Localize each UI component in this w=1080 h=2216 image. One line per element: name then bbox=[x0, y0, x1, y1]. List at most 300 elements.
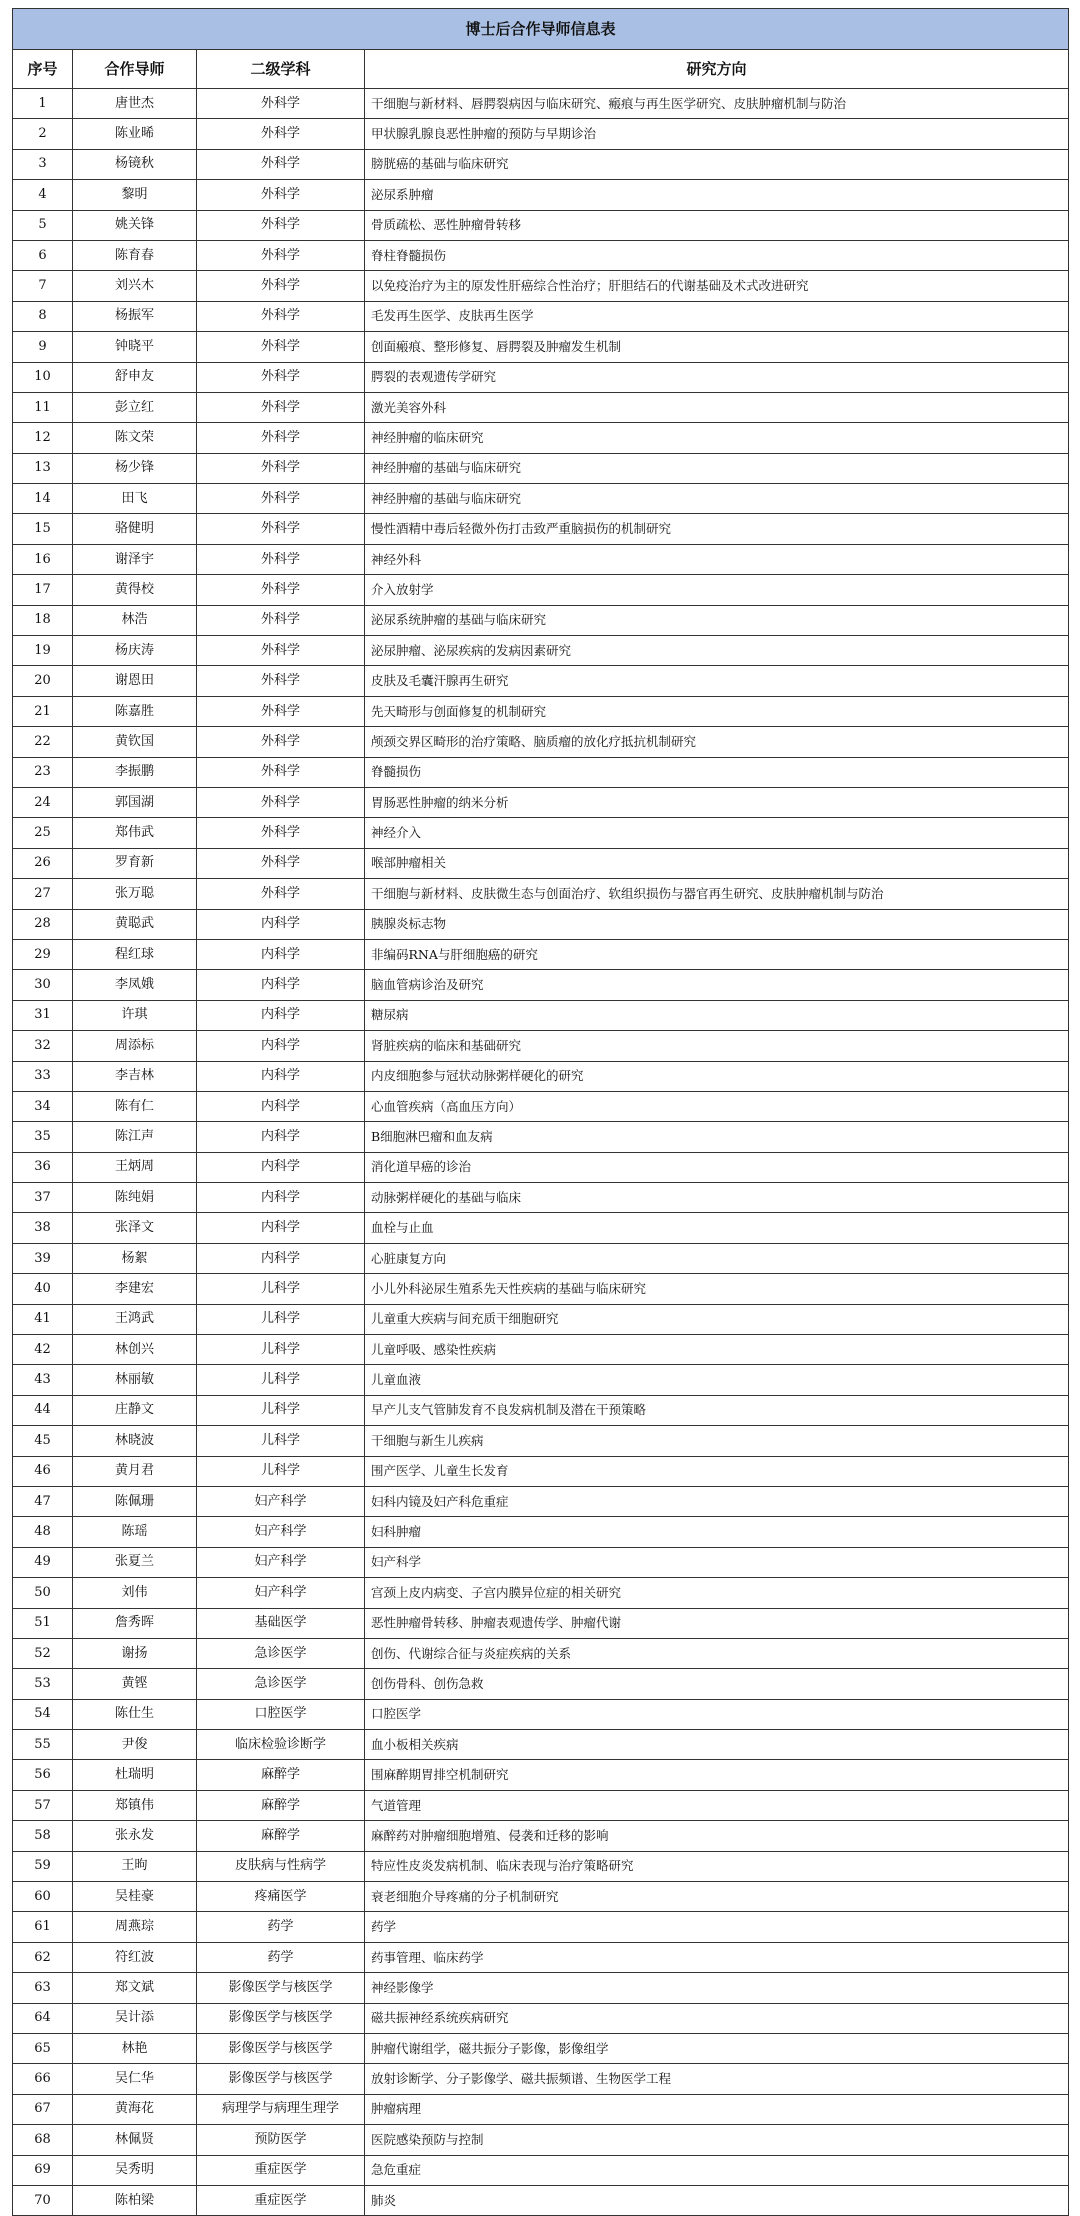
cell-research-direction: 儿童重大疾病与间充质干细胞研究 bbox=[365, 1304, 1069, 1334]
table-row bbox=[13, 1456, 1069, 1486]
cell-advisor: 张泽文 bbox=[73, 1213, 197, 1243]
table-row bbox=[13, 362, 1069, 392]
cell-research-direction: 药事管理、临床药学 bbox=[365, 1942, 1069, 1972]
cell-advisor: 林艳 bbox=[73, 2034, 197, 2064]
cell-research-direction: 血小板相关疾病 bbox=[365, 1730, 1069, 1760]
cell-discipline: 重症医学 bbox=[197, 2155, 365, 2185]
table-row bbox=[13, 1912, 1069, 1942]
cell-index: 51 bbox=[13, 1608, 73, 1638]
table-row bbox=[13, 180, 1069, 210]
cell-index: 49 bbox=[13, 1547, 73, 1577]
cell-index: 69 bbox=[13, 2155, 73, 2185]
table-row bbox=[13, 2185, 1069, 2215]
cell-discipline: 外科学 bbox=[197, 119, 365, 149]
cell-advisor: 谢扬 bbox=[73, 1638, 197, 1668]
cell-index: 9 bbox=[13, 332, 73, 362]
cell-discipline: 儿科学 bbox=[197, 1335, 365, 1365]
cell-index: 36 bbox=[13, 1152, 73, 1182]
cell-advisor: 林浩 bbox=[73, 605, 197, 635]
cell-discipline: 外科学 bbox=[197, 544, 365, 574]
cell-discipline: 儿科学 bbox=[197, 1426, 365, 1456]
cell-research-direction: 脑血管病诊治及研究 bbox=[365, 970, 1069, 1000]
cell-discipline: 疼痛医学 bbox=[197, 1882, 365, 1912]
cell-research-direction: 神经介入 bbox=[365, 818, 1069, 848]
cell-research-direction: 创伤骨科、创伤急救 bbox=[365, 1669, 1069, 1699]
cell-index: 14 bbox=[13, 484, 73, 514]
table-row bbox=[13, 1152, 1069, 1182]
cell-advisor: 黎明 bbox=[73, 180, 197, 210]
cell-discipline: 内科学 bbox=[197, 1000, 365, 1030]
cell-discipline: 影像医学与核医学 bbox=[197, 2003, 365, 2033]
cell-discipline: 外科学 bbox=[197, 636, 365, 666]
cell-index: 59 bbox=[13, 1851, 73, 1881]
table-row bbox=[13, 544, 1069, 574]
table-row bbox=[13, 1031, 1069, 1061]
cell-research-direction: 神经影像学 bbox=[365, 1973, 1069, 2003]
cell-discipline: 内科学 bbox=[197, 1152, 365, 1182]
cell-research-direction: 皮肤及毛囊汗腺再生研究 bbox=[365, 666, 1069, 696]
cell-advisor: 杨振军 bbox=[73, 301, 197, 331]
table-row bbox=[13, 392, 1069, 422]
cell-advisor: 林佩贤 bbox=[73, 2125, 197, 2155]
cell-index: 17 bbox=[13, 575, 73, 605]
cell-advisor: 吴仁华 bbox=[73, 2064, 197, 2094]
table-row bbox=[13, 1304, 1069, 1334]
cell-discipline: 内科学 bbox=[197, 1122, 365, 1152]
cell-research-direction: 肿瘤病理 bbox=[365, 2094, 1069, 2124]
table-row bbox=[13, 2125, 1069, 2155]
cell-research-direction: 甲状腺乳腺良恶性肿瘤的预防与早期诊治 bbox=[365, 119, 1069, 149]
cell-discipline: 儿科学 bbox=[197, 1274, 365, 1304]
cell-advisor: 黄海花 bbox=[73, 2094, 197, 2124]
cell-index: 52 bbox=[13, 1638, 73, 1668]
table-row bbox=[13, 696, 1069, 726]
table-row bbox=[13, 1000, 1069, 1030]
table-row bbox=[13, 1365, 1069, 1395]
cell-index: 15 bbox=[13, 514, 73, 544]
table-row bbox=[13, 1851, 1069, 1881]
cell-discipline: 外科学 bbox=[197, 362, 365, 392]
cell-advisor: 谢恩田 bbox=[73, 666, 197, 696]
cell-discipline: 麻醉学 bbox=[197, 1790, 365, 1820]
cell-discipline: 重症医学 bbox=[197, 2185, 365, 2215]
cell-advisor: 陈育春 bbox=[73, 240, 197, 270]
cell-advisor: 郑伟武 bbox=[73, 818, 197, 848]
cell-index: 29 bbox=[13, 939, 73, 969]
cell-advisor: 田飞 bbox=[73, 484, 197, 514]
cell-research-direction: 宫颈上皮内病变、子宫内膜异位症的相关研究 bbox=[365, 1578, 1069, 1608]
cell-advisor: 吴秀明 bbox=[73, 2155, 197, 2185]
table-row bbox=[13, 1426, 1069, 1456]
cell-index: 42 bbox=[13, 1335, 73, 1365]
table-row bbox=[13, 1183, 1069, 1213]
cell-index: 31 bbox=[13, 1000, 73, 1030]
cell-advisor: 杜瑞明 bbox=[73, 1760, 197, 1790]
cell-discipline: 妇产科学 bbox=[197, 1517, 365, 1547]
cell-index: 26 bbox=[13, 848, 73, 878]
cell-research-direction: 妇产科学 bbox=[365, 1547, 1069, 1577]
cell-research-direction: 妇科肿瘤 bbox=[365, 1517, 1069, 1547]
cell-discipline: 儿科学 bbox=[197, 1365, 365, 1395]
cell-research-direction: 围麻醉期胃排空机制研究 bbox=[365, 1760, 1069, 1790]
cell-index: 18 bbox=[13, 605, 73, 635]
cell-discipline: 妇产科学 bbox=[197, 1547, 365, 1577]
cell-index: 10 bbox=[13, 362, 73, 392]
cell-index: 45 bbox=[13, 1426, 73, 1456]
cell-research-direction: 以免疫治疗为主的原发性肝癌综合性治疗；肝胆结石的代谢基础及术式改进研究 bbox=[365, 271, 1069, 301]
cell-discipline: 外科学 bbox=[197, 514, 365, 544]
table-row bbox=[13, 514, 1069, 544]
table-row bbox=[13, 332, 1069, 362]
cell-index: 41 bbox=[13, 1304, 73, 1334]
cell-discipline: 儿科学 bbox=[197, 1395, 365, 1425]
cell-research-direction: 气道管理 bbox=[365, 1790, 1069, 1820]
cell-research-direction: 小儿外科泌尿生殖系先天性疾病的基础与临床研究 bbox=[365, 1274, 1069, 1304]
table-title-row bbox=[13, 9, 1069, 50]
cell-research-direction: 儿童呼吸、感染性疾病 bbox=[365, 1335, 1069, 1365]
cell-research-direction: 创伤、代谢综合征与炎症疾病的关系 bbox=[365, 1638, 1069, 1668]
cell-discipline: 预防医学 bbox=[197, 2125, 365, 2155]
cell-index: 48 bbox=[13, 1517, 73, 1547]
table-row bbox=[13, 757, 1069, 787]
cell-discipline: 妇产科学 bbox=[197, 1486, 365, 1516]
cell-advisor: 王昫 bbox=[73, 1851, 197, 1881]
table-row bbox=[13, 1973, 1069, 2003]
table-header-row bbox=[13, 50, 1069, 89]
cell-index: 67 bbox=[13, 2094, 73, 2124]
cell-discipline: 外科学 bbox=[197, 575, 365, 605]
cell-index: 65 bbox=[13, 2034, 73, 2064]
cell-advisor: 许琪 bbox=[73, 1000, 197, 1030]
cell-research-direction: 放射诊断学、分子影像学、磁共振频谱、生物医学工程 bbox=[365, 2064, 1069, 2094]
cell-index: 5 bbox=[13, 210, 73, 240]
table-row bbox=[13, 1790, 1069, 1820]
cell-discipline: 外科学 bbox=[197, 605, 365, 635]
cell-research-direction: 内皮细胞参与冠状动脉粥样硬化的研究 bbox=[365, 1061, 1069, 1091]
header-index: 序号 bbox=[13, 50, 73, 89]
cell-research-direction: 颅颈交界区畸形的治疗策略、脑质瘤的放化疗抵抗机制研究 bbox=[365, 727, 1069, 757]
cell-research-direction: 糖尿病 bbox=[365, 1000, 1069, 1030]
cell-index: 2 bbox=[13, 119, 73, 149]
cell-advisor: 郑镇伟 bbox=[73, 1790, 197, 1820]
table-row bbox=[13, 210, 1069, 240]
cell-research-direction: 麻醉药对肿瘤细胞增殖、侵袭和迁移的影响 bbox=[365, 1821, 1069, 1851]
table-row bbox=[13, 909, 1069, 939]
cell-research-direction: 早产儿支气管肺发育不良发病机制及潜在干预策略 bbox=[365, 1395, 1069, 1425]
cell-advisor: 谢泽宇 bbox=[73, 544, 197, 574]
cell-discipline: 外科学 bbox=[197, 301, 365, 331]
cell-discipline: 基础医学 bbox=[197, 1608, 365, 1638]
table-row bbox=[13, 1395, 1069, 1425]
cell-discipline: 外科学 bbox=[197, 89, 365, 119]
cell-discipline: 内科学 bbox=[197, 939, 365, 969]
cell-advisor: 周添标 bbox=[73, 1031, 197, 1061]
table-title: 博士后合作导师信息表 bbox=[13, 9, 1069, 50]
cell-research-direction: 介入放射学 bbox=[365, 575, 1069, 605]
cell-research-direction: 神经外科 bbox=[365, 544, 1069, 574]
cell-index: 53 bbox=[13, 1669, 73, 1699]
cell-research-direction: 围产医学、儿童生长发育 bbox=[365, 1456, 1069, 1486]
cell-research-direction: 脊柱脊髓损伤 bbox=[365, 240, 1069, 270]
cell-index: 19 bbox=[13, 636, 73, 666]
cell-research-direction: 膀胱癌的基础与临床研究 bbox=[365, 149, 1069, 179]
cell-research-direction: 泌尿系肿瘤 bbox=[365, 180, 1069, 210]
cell-advisor: 杨絮 bbox=[73, 1243, 197, 1273]
cell-discipline: 儿科学 bbox=[197, 1456, 365, 1486]
table-row bbox=[13, 2064, 1069, 2094]
cell-advisor: 陈佩珊 bbox=[73, 1486, 197, 1516]
cell-research-direction: 喉部肿瘤相关 bbox=[365, 848, 1069, 878]
cell-advisor: 郭国湖 bbox=[73, 787, 197, 817]
cell-index: 47 bbox=[13, 1486, 73, 1516]
cell-index: 25 bbox=[13, 818, 73, 848]
cell-advisor: 陈业晞 bbox=[73, 119, 197, 149]
cell-discipline: 内科学 bbox=[197, 1061, 365, 1091]
cell-research-direction: 磁共振神经系统疾病研究 bbox=[365, 2003, 1069, 2033]
cell-advisor: 彭立红 bbox=[73, 392, 197, 422]
cell-advisor: 罗育新 bbox=[73, 848, 197, 878]
cell-advisor: 陈有仁 bbox=[73, 1091, 197, 1121]
cell-discipline: 麻醉学 bbox=[197, 1760, 365, 1790]
cell-research-direction: 恶性肿瘤骨转移、肿瘤表观遗传学、肿瘤代谢 bbox=[365, 1608, 1069, 1638]
table-row bbox=[13, 2034, 1069, 2064]
table-row bbox=[13, 727, 1069, 757]
cell-advisor: 刘兴木 bbox=[73, 271, 197, 301]
cell-discipline: 内科学 bbox=[197, 1213, 365, 1243]
cell-research-direction: B细胞淋巴瘤和血友病 bbox=[365, 1122, 1069, 1152]
cell-research-direction: 妇科内镜及妇产科危重症 bbox=[365, 1486, 1069, 1516]
cell-index: 32 bbox=[13, 1031, 73, 1061]
cell-discipline: 外科学 bbox=[197, 696, 365, 726]
cell-advisor: 吴桂豪 bbox=[73, 1882, 197, 1912]
table-row bbox=[13, 453, 1069, 483]
table-row bbox=[13, 970, 1069, 1000]
cell-discipline: 外科学 bbox=[197, 392, 365, 422]
table-row bbox=[13, 1942, 1069, 1972]
cell-advisor: 刘伟 bbox=[73, 1578, 197, 1608]
table-row bbox=[13, 1638, 1069, 1668]
cell-advisor: 杨少锋 bbox=[73, 453, 197, 483]
cell-research-direction: 医院感染预防与控制 bbox=[365, 2125, 1069, 2155]
cell-advisor: 符红波 bbox=[73, 1942, 197, 1972]
cell-index: 12 bbox=[13, 423, 73, 453]
cell-advisor: 张夏兰 bbox=[73, 1547, 197, 1577]
cell-advisor: 郑文斌 bbox=[73, 1973, 197, 2003]
cell-discipline: 外科学 bbox=[197, 848, 365, 878]
cell-index: 20 bbox=[13, 666, 73, 696]
cell-advisor: 杨镜秋 bbox=[73, 149, 197, 179]
cell-discipline: 外科学 bbox=[197, 666, 365, 696]
table-row bbox=[13, 484, 1069, 514]
cell-advisor: 张永发 bbox=[73, 1821, 197, 1851]
cell-advisor: 陈瑶 bbox=[73, 1517, 197, 1547]
cell-index: 46 bbox=[13, 1456, 73, 1486]
cell-index: 58 bbox=[13, 1821, 73, 1851]
cell-discipline: 内科学 bbox=[197, 1091, 365, 1121]
cell-discipline: 影像医学与核医学 bbox=[197, 2034, 365, 2064]
cell-advisor: 王炳周 bbox=[73, 1152, 197, 1182]
cell-research-direction: 特应性皮炎发病机制、临床表现与治疗策略研究 bbox=[365, 1851, 1069, 1881]
cell-research-direction: 儿童血液 bbox=[365, 1365, 1069, 1395]
cell-index: 57 bbox=[13, 1790, 73, 1820]
cell-advisor: 吴计添 bbox=[73, 2003, 197, 2033]
cell-discipline: 药学 bbox=[197, 1942, 365, 1972]
cell-discipline: 病理学与病理生理学 bbox=[197, 2094, 365, 2124]
cell-research-direction: 创面瘢痕、整形修复、唇腭裂及肿瘤发生机制 bbox=[365, 332, 1069, 362]
cell-research-direction: 腭裂的表观遗传学研究 bbox=[365, 362, 1069, 392]
cell-index: 63 bbox=[13, 1973, 73, 2003]
cell-index: 8 bbox=[13, 301, 73, 331]
table-row bbox=[13, 119, 1069, 149]
cell-index: 43 bbox=[13, 1365, 73, 1395]
table-row bbox=[13, 1274, 1069, 1304]
cell-index: 60 bbox=[13, 1882, 73, 1912]
cell-index: 28 bbox=[13, 909, 73, 939]
cell-discipline: 影像医学与核医学 bbox=[197, 1973, 365, 2003]
cell-research-direction: 神经肿瘤的基础与临床研究 bbox=[365, 484, 1069, 514]
cell-research-direction: 动脉粥样硬化的基础与临床 bbox=[365, 1183, 1069, 1213]
cell-discipline: 外科学 bbox=[197, 332, 365, 362]
cell-index: 1 bbox=[13, 89, 73, 119]
table-row bbox=[13, 1669, 1069, 1699]
cell-advisor: 陈纯娟 bbox=[73, 1183, 197, 1213]
table-row bbox=[13, 879, 1069, 909]
cell-index: 24 bbox=[13, 787, 73, 817]
cell-index: 3 bbox=[13, 149, 73, 179]
cell-advisor: 杨庆涛 bbox=[73, 636, 197, 666]
table-row bbox=[13, 1882, 1069, 1912]
cell-research-direction: 肾脏疾病的临床和基础研究 bbox=[365, 1031, 1069, 1061]
cell-discipline: 外科学 bbox=[197, 423, 365, 453]
cell-index: 37 bbox=[13, 1183, 73, 1213]
cell-discipline: 外科学 bbox=[197, 180, 365, 210]
table-row bbox=[13, 818, 1069, 848]
cell-index: 50 bbox=[13, 1578, 73, 1608]
cell-research-direction: 药学 bbox=[365, 1912, 1069, 1942]
cell-discipline: 外科学 bbox=[197, 453, 365, 483]
cell-advisor: 李建宏 bbox=[73, 1274, 197, 1304]
cell-discipline: 急诊医学 bbox=[197, 1669, 365, 1699]
cell-index: 33 bbox=[13, 1061, 73, 1091]
cell-discipline: 内科学 bbox=[197, 1031, 365, 1061]
cell-index: 30 bbox=[13, 970, 73, 1000]
cell-advisor: 黄铿 bbox=[73, 1669, 197, 1699]
cell-discipline: 内科学 bbox=[197, 1243, 365, 1273]
cell-discipline: 内科学 bbox=[197, 909, 365, 939]
cell-discipline: 外科学 bbox=[197, 787, 365, 817]
cell-index: 61 bbox=[13, 1912, 73, 1942]
cell-index: 55 bbox=[13, 1730, 73, 1760]
table-row bbox=[13, 89, 1069, 119]
table-row bbox=[13, 423, 1069, 453]
advisor-table-sheet bbox=[12, 8, 1068, 2216]
cell-discipline: 外科学 bbox=[197, 879, 365, 909]
cell-advisor: 周燕琮 bbox=[73, 1912, 197, 1942]
cell-advisor: 黄钦国 bbox=[73, 727, 197, 757]
cell-index: 38 bbox=[13, 1213, 73, 1243]
table-row bbox=[13, 1760, 1069, 1790]
cell-discipline: 外科学 bbox=[197, 240, 365, 270]
cell-index: 40 bbox=[13, 1274, 73, 1304]
cell-discipline: 外科学 bbox=[197, 757, 365, 787]
cell-index: 16 bbox=[13, 544, 73, 574]
cell-index: 13 bbox=[13, 453, 73, 483]
header-discipline: 二级学科 bbox=[197, 50, 365, 89]
cell-research-direction: 血栓与止血 bbox=[365, 1213, 1069, 1243]
cell-index: 11 bbox=[13, 392, 73, 422]
cell-index: 68 bbox=[13, 2125, 73, 2155]
table-row bbox=[13, 271, 1069, 301]
cell-advisor: 尹俊 bbox=[73, 1730, 197, 1760]
cell-discipline: 妇产科学 bbox=[197, 1578, 365, 1608]
cell-index: 21 bbox=[13, 696, 73, 726]
header-advisor: 合作导师 bbox=[73, 50, 197, 89]
cell-index: 54 bbox=[13, 1699, 73, 1729]
cell-index: 23 bbox=[13, 757, 73, 787]
cell-discipline: 麻醉学 bbox=[197, 1821, 365, 1851]
cell-research-direction: 泌尿肿瘤、泌尿疾病的发病因素研究 bbox=[365, 636, 1069, 666]
table-row bbox=[13, 1730, 1069, 1760]
cell-research-direction: 泌尿系统肿瘤的基础与临床研究 bbox=[365, 605, 1069, 635]
table-row bbox=[13, 1608, 1069, 1638]
cell-advisor: 黄聪武 bbox=[73, 909, 197, 939]
cell-advisor: 陈嘉胜 bbox=[73, 696, 197, 726]
table-row bbox=[13, 787, 1069, 817]
cell-advisor: 陈江声 bbox=[73, 1122, 197, 1152]
cell-index: 64 bbox=[13, 2003, 73, 2033]
cell-advisor: 詹秀晖 bbox=[73, 1608, 197, 1638]
cell-advisor: 舒申友 bbox=[73, 362, 197, 392]
cell-advisor: 李凤娥 bbox=[73, 970, 197, 1000]
table-row bbox=[13, 1213, 1069, 1243]
cell-discipline: 药学 bbox=[197, 1912, 365, 1942]
cell-research-direction: 神经肿瘤的基础与临床研究 bbox=[365, 453, 1069, 483]
table-row bbox=[13, 1699, 1069, 1729]
cell-advisor: 骆健明 bbox=[73, 514, 197, 544]
table-row bbox=[13, 2003, 1069, 2033]
cell-discipline: 急诊医学 bbox=[197, 1638, 365, 1668]
cell-index: 4 bbox=[13, 180, 73, 210]
table-row bbox=[13, 1547, 1069, 1577]
cell-research-direction: 胃肠恶性肿瘤的纳米分析 bbox=[365, 787, 1069, 817]
cell-advisor: 黄得校 bbox=[73, 575, 197, 605]
cell-advisor: 林创兴 bbox=[73, 1335, 197, 1365]
cell-research-direction: 神经肿瘤的临床研究 bbox=[365, 423, 1069, 453]
cell-discipline: 外科学 bbox=[197, 271, 365, 301]
table-row bbox=[13, 1061, 1069, 1091]
table-row bbox=[13, 2094, 1069, 2124]
cell-advisor: 林晓波 bbox=[73, 1426, 197, 1456]
table-row bbox=[13, 1517, 1069, 1547]
cell-research-direction: 口腔医学 bbox=[365, 1699, 1069, 1729]
cell-advisor: 姚关锋 bbox=[73, 210, 197, 240]
cell-discipline: 外科学 bbox=[197, 149, 365, 179]
cell-research-direction: 先天畸形与创面修复的机制研究 bbox=[365, 696, 1069, 726]
cell-index: 44 bbox=[13, 1395, 73, 1425]
cell-index: 35 bbox=[13, 1122, 73, 1152]
cell-index: 39 bbox=[13, 1243, 73, 1273]
cell-advisor: 程红球 bbox=[73, 939, 197, 969]
table-row bbox=[13, 1578, 1069, 1608]
table-row bbox=[13, 1243, 1069, 1273]
cell-research-direction: 消化道早癌的诊治 bbox=[365, 1152, 1069, 1182]
table-row bbox=[13, 939, 1069, 969]
cell-research-direction: 胰腺炎标志物 bbox=[365, 909, 1069, 939]
cell-advisor: 陈柏梁 bbox=[73, 2185, 197, 2215]
cell-research-direction: 毛发再生医学、皮肤再生医学 bbox=[365, 301, 1069, 331]
table-row bbox=[13, 1091, 1069, 1121]
cell-index: 56 bbox=[13, 1760, 73, 1790]
